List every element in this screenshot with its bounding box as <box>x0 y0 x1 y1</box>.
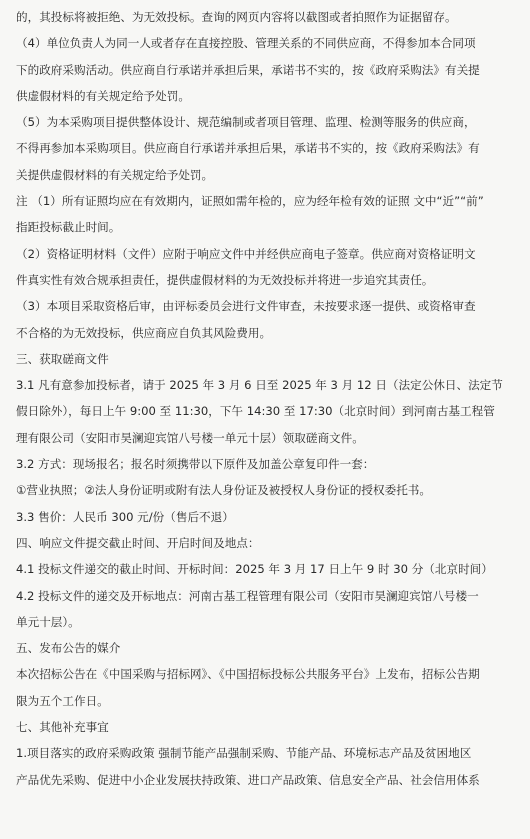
section-heading: 七、其他补充事宜 <box>16 720 109 735</box>
text-line: 限为五个工作日。 <box>16 693 109 708</box>
text-line: 产品优先采购、促进中小企业发展扶持政策、进口产品政策、信息安全产品、社会信用体系 <box>16 772 480 787</box>
text-line: 件真实性有效合规承担责任，提供虚假材料的为无效投标并将进一步追究其责任。 <box>16 272 434 287</box>
text-line: 3.1 凡有意参加投标者，请于 2025 年 3 月 6 日至 2025 年 3 月 12 日（法定公休日、法定节 <box>16 378 503 393</box>
text-line: 不得再参加本采购项目。供应商自行承诺并承担后果，承诺书不实的，按《政府采购法》有 <box>16 141 480 156</box>
document-page <box>0 4 530 839</box>
text-line: 3.3 售价：人民币 300 元/份（售后不退） <box>16 509 234 524</box>
text-line: 4.2 投标文件的递交及开标地点：河南古基工程管理有限公司（安阳市昊澜迎宾馆八号楼一 <box>16 588 479 603</box>
text-line: 关提供虚假材料的有关规定给予处罚。 <box>16 167 214 182</box>
text-line: 单元十层）。 <box>16 614 80 629</box>
text-line: 注 （1）所有证照均应在有效期内，证照如需年检的，应为经年检有效的证照 文中“近”“前” <box>16 194 484 209</box>
section-heading: 三、获取磋商文件 <box>16 351 109 366</box>
text-line: 理有限公司（安阳市昊澜迎宾馆八号楼一单元十层）领取磋商文件。 <box>16 430 364 445</box>
text-line: （4）单位负责人为同一人或者存在直接控股、管理关系的不同供应商，不得参加本合同项 <box>16 36 476 51</box>
text-line: 本次招标公告在《中国采购与招标网》、《中国招标投标公共服务平台》上发布，招标公告期 <box>16 667 480 682</box>
text-line: （2）资格证明材料（文件）应附于响应文件中并经供应商电子签章。供应商对资格证明文 <box>16 246 476 261</box>
text-line: 供虚假材料的有关规定给予处罚。 <box>16 88 190 103</box>
text-line: （3）本项目采取资格后审，由评标委员会进行文件审查，未按要求逐一提供、或资格审查 <box>16 299 476 314</box>
section-heading: 四、响应文件提交截止时间、开启时间及地点： <box>16 535 260 550</box>
text-line: 的，其投标将被拒绝、为无效投标。查询的网页内容将以截图或者拍照作为证据留存。 <box>16 10 457 24</box>
text-line: ①营业执照；②法人身份证明或附有法人身份证及被授权人身份证的授权委托书。 <box>16 483 431 498</box>
text-line: （5）为本采购项目提供整体设计、规范编制或者项目管理、监理、检测等服务的供应商， <box>16 115 476 130</box>
section-heading: 五、发布公告的媒介 <box>16 641 121 656</box>
text-line: 假日除外），每日上午 9:00 至 11:30，下午 14:30 至 17:30（北京时间）到河南古基工程管 <box>16 404 495 419</box>
text-line: 不合格的为无效投标，供应商应自负其风险费用。 <box>16 325 272 340</box>
text-line: 指距投标截止时间。 <box>16 220 121 235</box>
text-line: 1.项目落实的政府采购政策 强制节能产品强制采购、节能产品、环境标志产品及贫困地区 <box>16 746 472 761</box>
text-line: 4.1 投标文件递交的截止时间、开标时间：2025 年 3 月 17 日上午 9 时 30 分（北京时间） <box>16 562 493 577</box>
text-line: 下的政府采购活动。供应商自行承诺并承担后果，承诺书不实的，按《政府采购法》有关提 <box>16 62 480 77</box>
text-line: 3.2 方式：现场报名；报名时须携带以下原件及加盖公章复印件一套： <box>16 457 375 472</box>
